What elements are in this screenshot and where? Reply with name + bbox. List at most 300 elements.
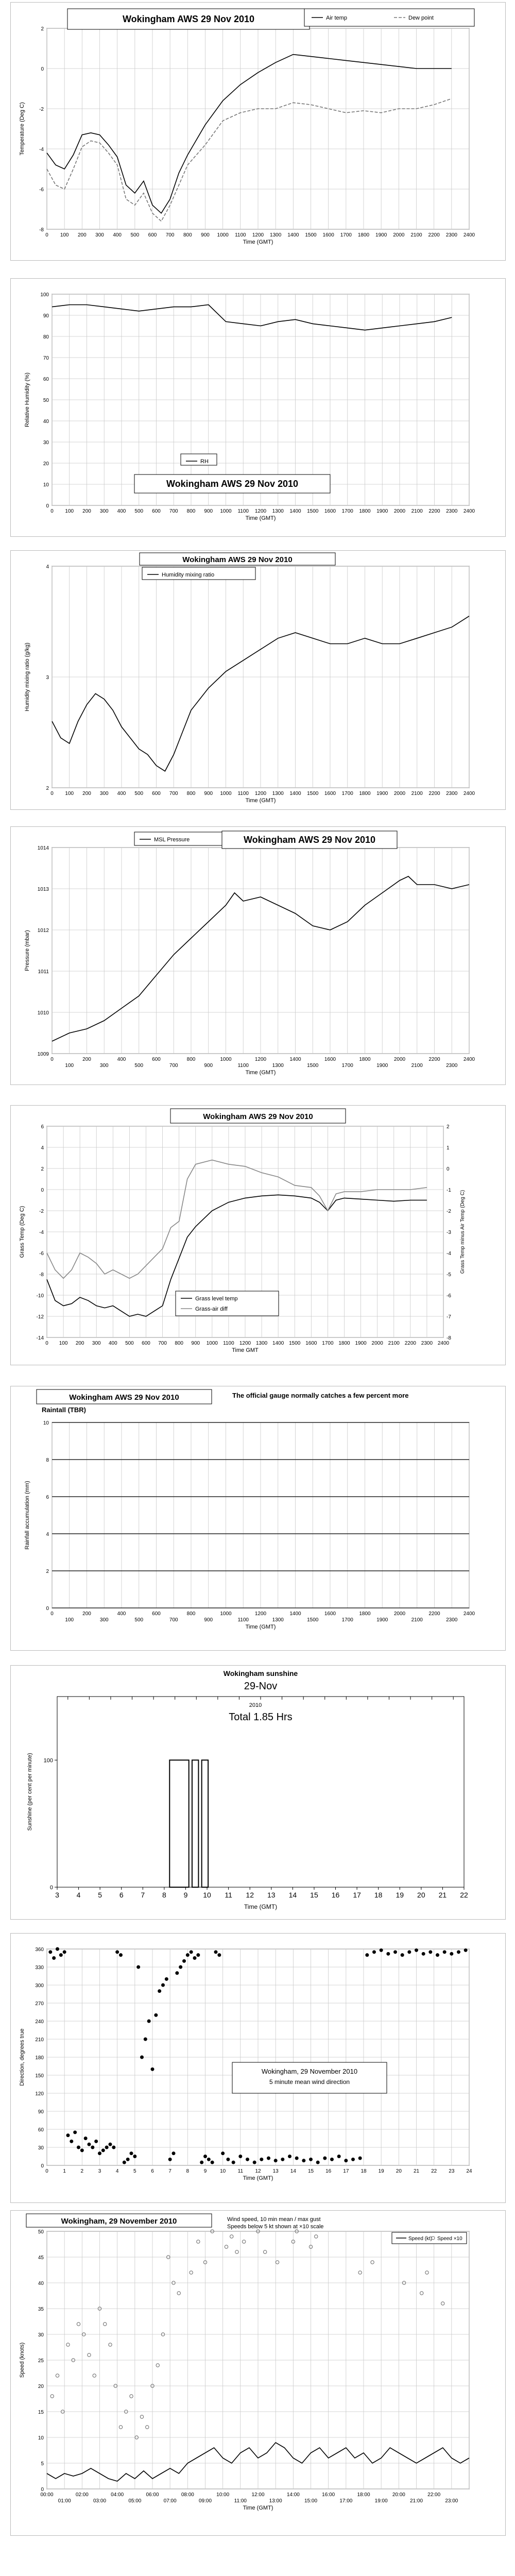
x-tick-label: 05:00 — [128, 2498, 142, 2504]
x-tick-label: 2000 — [371, 1341, 383, 1346]
data-point — [450, 1952, 453, 1956]
x-tick-label: 2300 — [446, 1063, 458, 1069]
y-axis-label: Rainfall accumulation (mm) — [24, 1481, 30, 1550]
y-tick-label: 2 — [46, 1569, 49, 1574]
data-point — [63, 1950, 66, 1954]
x-tick-label: 600 — [148, 232, 157, 238]
data-point — [274, 2159, 278, 2162]
x-tick-label: 1300 — [270, 232, 282, 238]
legend-label: Grass level temp — [195, 1296, 238, 1302]
y-tick-label: 8 — [46, 1458, 49, 1463]
x-tick-label: 1100 — [237, 1617, 249, 1623]
x-tick-label: 300 — [92, 1341, 101, 1346]
x-axis-label: Time (GMT) — [243, 2175, 273, 2181]
legend-label: MSL Pressure — [154, 837, 190, 843]
y-tick-label: -6 — [39, 187, 44, 193]
x-tick-label: 2400 — [463, 232, 475, 238]
y-tick-label: 70 — [43, 355, 49, 361]
y-tick-label: 50 — [38, 2229, 44, 2235]
data-point — [88, 2143, 91, 2146]
x-tick-label: 0 — [50, 1057, 54, 1062]
data-point — [119, 1953, 123, 1957]
x-tick-label: 2400 — [463, 791, 475, 796]
x-tick-label: 8 — [162, 1891, 166, 1899]
x-tick-label: 2300 — [446, 791, 458, 796]
data-point — [136, 1965, 140, 1969]
y2-tick-label: 2 — [447, 1124, 450, 1130]
y-tick-label: 0 — [41, 1188, 44, 1193]
y-tick-label: 2 — [46, 786, 49, 791]
data-point — [260, 2158, 263, 2161]
data-point — [168, 2158, 172, 2161]
x-tick-label: 0 — [50, 791, 54, 796]
y-tick-label: 4 — [41, 1145, 44, 1151]
x-tick-label: 600 — [152, 791, 161, 796]
grass-temp-chart — [11, 1106, 505, 1365]
x-tick-label: 0 — [50, 509, 54, 514]
y-tick-label: 50 — [43, 398, 49, 403]
x-tick-label: 22:00 — [427, 2492, 441, 2498]
panel-humidity — [10, 278, 506, 537]
x-tick-label: 2000 — [393, 1057, 406, 1062]
y-tick-label: 60 — [43, 377, 49, 382]
y-axis-label: Humidity mixing ratio (g/kg) — [24, 642, 30, 711]
y-tick-label: 4 — [46, 1532, 49, 1537]
x-tick-label: 11 — [225, 1891, 232, 1899]
sunshine-bar — [169, 1760, 188, 1887]
legend-label: Air temp — [326, 15, 347, 21]
y-tick-label: 180 — [35, 2055, 44, 2061]
x-tick-label: 800 — [186, 509, 196, 514]
data-point — [172, 2151, 176, 2155]
y-tick-label: 5 — [41, 2461, 44, 2467]
data-point — [133, 2155, 136, 2158]
data-point — [330, 2158, 334, 2161]
y-tick-label: 40 — [43, 419, 49, 425]
x-tick-label: 900 — [204, 1063, 213, 1069]
y-tick-label: 1013 — [37, 887, 49, 892]
x-axis-label: Time (GMT) — [245, 1624, 276, 1630]
data-point — [309, 2158, 313, 2161]
x-tick-label: 300 — [99, 1617, 109, 1623]
x-tick-label: 100 — [65, 1617, 74, 1623]
x-tick-label: 700 — [169, 1617, 178, 1623]
x-tick-label: 22 — [460, 1891, 468, 1899]
y-tick-label: 0 — [41, 66, 44, 72]
x-axis-label: Time (GMT) — [243, 2505, 273, 2511]
sunshine-bar — [192, 1760, 198, 1887]
y2-tick-label: -8 — [447, 1335, 451, 1341]
data-point — [221, 2151, 225, 2155]
data-point — [48, 1950, 52, 1954]
x-tick-label: 7 — [168, 2168, 171, 2174]
x-tick-label: 21 — [438, 1891, 447, 1899]
data-point — [200, 2161, 203, 2164]
x-tick-label: 1900 — [375, 232, 387, 238]
x-tick-label: 09:00 — [198, 2498, 212, 2504]
chart-subtitle: 5 minute mean wind direction — [269, 2078, 350, 2086]
chart-title: Wokingham, 29 November 2010 — [61, 2217, 177, 2226]
x-tick-label: 2100 — [388, 1341, 400, 1346]
data-point — [112, 2146, 115, 2149]
legend-label: Speed (kt) — [408, 2236, 433, 2242]
y-tick-label: 10 — [43, 1420, 49, 1426]
x-tick-label: 1400 — [272, 1341, 284, 1346]
x-tick-label: 2200 — [428, 232, 440, 238]
humidity-chart — [11, 279, 505, 536]
x-tick-label: 15 — [310, 1891, 318, 1899]
panel-mixing-ratio — [10, 550, 506, 810]
data-point — [56, 1947, 59, 1951]
x-tick-label: 200 — [82, 791, 91, 796]
x-tick-label: 1300 — [255, 1341, 268, 1346]
y-tick-label: 20 — [38, 2384, 44, 2389]
data-point — [165, 1977, 168, 1981]
data-point — [140, 2056, 144, 2059]
x-tick-label: 2200 — [428, 1611, 440, 1617]
x-tick-label: 500 — [134, 791, 144, 796]
x-tick-label: 1800 — [359, 509, 371, 514]
y-tick-label: 25 — [38, 2358, 44, 2364]
x-tick-label: 1200 — [252, 232, 264, 238]
y-tick-label: 0 — [41, 2163, 44, 2169]
x-tick-label: 13:00 — [269, 2498, 282, 2504]
y-tick-label: 2 — [41, 1166, 44, 1172]
x-tick-label: 1000 — [220, 1611, 232, 1617]
x-tick-label: 19:00 — [374, 2498, 388, 2504]
data-point — [73, 2130, 77, 2134]
data-point — [464, 1948, 468, 1952]
y-tick-label: 240 — [35, 2019, 44, 2025]
x-tick-label: 1800 — [357, 232, 370, 238]
x-tick-label: 14 — [290, 2168, 296, 2174]
x-tick-label: 2000 — [393, 791, 406, 796]
x-tick-label: 2300 — [445, 232, 457, 238]
y-tick-label: 40 — [38, 2281, 44, 2286]
x-tick-label: 300 — [95, 232, 104, 238]
x-tick-label: 700 — [158, 1341, 167, 1346]
x-tick-label: 900 — [191, 1341, 200, 1346]
y-tick-label: 6 — [46, 1495, 49, 1500]
y-tick-label: -14 — [36, 1335, 44, 1341]
data-point — [407, 1950, 411, 1954]
data-point — [380, 1948, 383, 1952]
y-tick-label: -2 — [39, 107, 44, 112]
x-tick-label: 1600 — [305, 1341, 317, 1346]
x-tick-label: 11:00 — [234, 2498, 247, 2504]
x-tick-label: 12 — [255, 2168, 261, 2174]
data-point — [147, 2020, 151, 2023]
x-tick-label: 100 — [60, 232, 69, 238]
y-tick-label: 1014 — [37, 845, 49, 851]
y-tick-label: 120 — [35, 2091, 44, 2097]
x-tick-label: 800 — [186, 1057, 196, 1062]
chart-subtitle: 29-Nov — [244, 1681, 278, 1692]
y-tick-label: 30 — [38, 2145, 44, 2151]
y-tick-label: 4 — [46, 564, 49, 570]
y-axis-label: Pressure (mbar) — [24, 930, 30, 971]
data-point — [84, 2137, 88, 2140]
data-point — [372, 1950, 376, 1954]
data-point — [457, 1950, 460, 1954]
x-tick-label: 800 — [183, 232, 192, 238]
x-tick-label: 5 — [98, 1891, 102, 1899]
data-point — [295, 2157, 299, 2160]
y2-axis-label: Grass Temp minus Air Temp (Deg C) — [460, 1190, 466, 1274]
x-axis-label: Time (GMT) — [245, 1070, 276, 1076]
x-tick-label: 1300 — [272, 1617, 284, 1623]
x-tick-label: 100 — [65, 791, 74, 796]
x-tick-label: 1300 — [272, 791, 284, 796]
x-tick-label: 1700 — [341, 509, 353, 514]
x-tick-label: 1600 — [324, 1611, 336, 1617]
data-point — [214, 1950, 218, 1954]
x-tick-label: 19 — [396, 1891, 404, 1899]
x-tick-label: 23 — [449, 2168, 455, 2174]
sunshine-chart — [11, 1666, 505, 1919]
y-tick-label: 0 — [41, 2487, 44, 2493]
x-axis-label: Time (GMT) — [244, 1903, 278, 1910]
data-point — [151, 2067, 154, 2071]
y-tick-label: 3 — [46, 675, 49, 681]
data-point — [323, 2157, 327, 2160]
x-tick-label: 500 — [134, 1617, 144, 1623]
x-tick-label: 18:00 — [357, 2492, 370, 2498]
x-tick-label: 12:00 — [251, 2492, 265, 2498]
x-tick-label: 1500 — [305, 232, 317, 238]
x-tick-label: 14:00 — [286, 2492, 300, 2498]
x-tick-label: 1100 — [237, 791, 249, 796]
x-tick-label: 1000 — [206, 1341, 218, 1346]
data-point — [196, 1953, 200, 1957]
legend-label: RH — [200, 459, 209, 465]
x-tick-label: 17:00 — [339, 2498, 353, 2504]
data-point — [351, 2158, 355, 2161]
data-point — [190, 1950, 193, 1954]
x-tick-label: 2200 — [428, 509, 440, 514]
y-tick-label: -2 — [39, 1209, 44, 1214]
x-tick-label: 1300 — [272, 1063, 284, 1069]
y-tick-label: 60 — [38, 2127, 44, 2133]
x-tick-label: 0 — [45, 2168, 48, 2174]
x-tick-label: 600 — [152, 509, 161, 514]
x-tick-label: 1600 — [324, 1057, 336, 1062]
x-tick-label: 800 — [175, 1341, 184, 1346]
x-tick-label: 1200 — [239, 1341, 251, 1346]
data-point — [386, 1952, 390, 1956]
x-tick-label: 600 — [152, 1611, 161, 1617]
data-point — [344, 2159, 348, 2162]
data-point — [70, 2140, 73, 2143]
x-tick-label: 10:00 — [216, 2492, 230, 2498]
x-tick-label: 2100 — [411, 1617, 423, 1623]
x-tick-label: 500 — [130, 232, 140, 238]
y-axis-label: Grass Temp (Deg C) — [19, 1206, 25, 1258]
x-tick-label: 400 — [117, 1611, 126, 1617]
x-tick-label: 18 — [374, 1891, 383, 1899]
x-tick-label: 17 — [353, 1891, 361, 1899]
x-tick-label: 2400 — [463, 1611, 475, 1617]
title-box — [232, 2062, 387, 2093]
data-point — [288, 2155, 291, 2158]
x-tick-label: 1200 — [254, 791, 267, 796]
year-label: 2010 — [249, 1702, 262, 1708]
x-tick-label: 1400 — [289, 791, 301, 796]
x-tick-label: 20 — [417, 1891, 425, 1899]
x-tick-label: 1900 — [376, 509, 388, 514]
data-point — [175, 1971, 179, 1975]
x-tick-label: 500 — [125, 1341, 134, 1346]
y-tick-label: 1011 — [38, 969, 49, 975]
x-tick-label: 1000 — [217, 232, 229, 238]
x-tick-label: 300 — [99, 1063, 109, 1069]
x-tick-label: 100 — [59, 1341, 68, 1346]
data-point — [115, 1950, 119, 1954]
x-tick-label: 700 — [169, 509, 178, 514]
x-tick-label: 1900 — [376, 1063, 388, 1069]
y2-tick-label: 1 — [447, 1145, 450, 1151]
x-tick-label: 1500 — [307, 509, 319, 514]
y-tick-label: 2 — [41, 26, 44, 32]
data-point — [182, 1959, 186, 1963]
data-point — [193, 1956, 197, 1960]
x-tick-label: 02:00 — [75, 2492, 89, 2498]
x-tick-label: 200 — [82, 1611, 91, 1617]
x-tick-label: 2000 — [393, 509, 406, 514]
panel-pressure — [10, 826, 506, 1085]
x-tick-label: 1400 — [289, 1057, 301, 1062]
data-point — [66, 2133, 70, 2137]
x-tick-label: 400 — [108, 1341, 117, 1346]
x-tick-label: 2200 — [428, 1057, 440, 1062]
x-tick-label: 1500 — [289, 1341, 301, 1346]
legend-box — [181, 454, 217, 465]
panel-rainfall — [10, 1386, 506, 1651]
x-tick-label: 1700 — [341, 791, 353, 796]
x-tick-label: 1600 — [324, 791, 336, 796]
chart-title: Wokingham AWS 29 Nov 2010 — [243, 835, 376, 845]
x-tick-label: 24 — [466, 2168, 472, 2174]
x-tick-label: 1 — [63, 2168, 66, 2174]
y-tick-label: 0 — [46, 503, 49, 509]
data-point — [267, 2157, 270, 2160]
y-tick-label: 1010 — [37, 1010, 49, 1016]
x-tick-label: 1700 — [341, 1063, 353, 1069]
x-tick-label: 21 — [413, 2168, 420, 2174]
data-point — [144, 2038, 147, 2041]
x-tick-label: 1000 — [220, 1057, 232, 1062]
x-tick-label: 1200 — [254, 509, 267, 514]
x-tick-label: 11 — [237, 2168, 244, 2174]
x-tick-label: 01:00 — [58, 2498, 71, 2504]
x-tick-label: 1800 — [359, 1057, 371, 1062]
y-axis-label: Sunshine (per cent per minute) — [27, 1753, 33, 1831]
x-tick-label: 700 — [169, 1063, 178, 1069]
data-point — [161, 1984, 165, 1987]
legend-label: Dew point — [408, 15, 434, 21]
legend-label: Speed ×10 — [437, 2236, 462, 2242]
y-tick-label: 330 — [35, 1965, 44, 1971]
y2-tick-label: -7 — [447, 1314, 451, 1320]
data-point — [238, 2155, 242, 2158]
x-tick-label: 1500 — [307, 1063, 319, 1069]
x-tick-label: 19 — [378, 2168, 384, 2174]
chart-title: Wokingham AWS 29 Nov 2010 — [166, 479, 299, 489]
chart-title: Wokingham AWS 29 Nov 2010 — [122, 14, 255, 24]
y-tick-label: 10 — [38, 2435, 44, 2441]
chart-title: Wokingham sunshine — [223, 1669, 298, 1677]
x-tick-label: 06:00 — [146, 2492, 159, 2498]
x-tick-label: 14 — [288, 1891, 297, 1899]
x-tick-label: 1100 — [223, 1341, 234, 1346]
x-tick-label: 2300 — [446, 509, 458, 514]
data-point — [59, 1953, 63, 1957]
x-tick-label: 00:00 — [40, 2492, 54, 2498]
y-axis-label: Speed (knots) — [19, 2342, 25, 2378]
y-tick-label: 15 — [38, 2410, 44, 2415]
x-tick-label: 0 — [45, 232, 48, 238]
x-tick-label: 700 — [169, 791, 178, 796]
x-tick-label: 22 — [431, 2168, 437, 2174]
pressure-chart — [11, 827, 505, 1084]
x-tick-label: 1800 — [359, 791, 371, 796]
y-tick-label: 6 — [41, 1124, 44, 1130]
chart-title: Wokingham AWS 29 Nov 2010 — [69, 1393, 179, 1402]
x-tick-label: 900 — [201, 232, 210, 238]
data-point — [211, 2161, 214, 2164]
x-axis-label: Time GMT — [232, 1347, 259, 1353]
chart-title: Wokingham, 29 November 2010 — [261, 2067, 358, 2075]
total-label: Total 1.85 Hrs — [229, 1711, 293, 1723]
x-tick-label: 1200 — [254, 1057, 267, 1062]
x-tick-label: 1700 — [340, 232, 352, 238]
data-point — [101, 2148, 105, 2152]
data-point — [281, 2158, 284, 2161]
y-tick-label: 300 — [35, 1983, 44, 1989]
x-tick-label: 0 — [50, 1611, 54, 1617]
x-tick-label: 400 — [113, 232, 122, 238]
chart-title: Wokingham AWS 29 Nov 2010 — [182, 555, 293, 564]
x-tick-label: 5 — [133, 2168, 136, 2174]
x-tick-label: 200 — [75, 1341, 84, 1346]
y-tick-label: -10 — [36, 1293, 44, 1299]
y-tick-label: 360 — [35, 1947, 44, 1953]
x-tick-label: 2100 — [411, 1063, 423, 1069]
y2-tick-label: 0 — [447, 1166, 450, 1172]
x-tick-label: 900 — [204, 791, 213, 796]
sunshine-bar — [202, 1760, 208, 1887]
data-point — [337, 2155, 341, 2158]
chart-note: Speeds below 5 kt shown at ×10 scale — [227, 2224, 324, 2230]
y-tick-label: 0 — [46, 1606, 49, 1612]
data-point — [91, 2146, 94, 2149]
x-tick-label: 1000 — [220, 509, 232, 514]
x-tick-label: 2100 — [411, 509, 423, 514]
y-tick-label: 0 — [49, 1885, 53, 1891]
chart-subtitle: Wind speed, 10 min mean / max gust — [227, 2216, 321, 2223]
x-tick-label: 1200 — [254, 1611, 267, 1617]
data-point — [246, 2158, 249, 2161]
data-point — [253, 2161, 256, 2164]
data-point — [436, 1953, 439, 1957]
data-point — [77, 2146, 80, 2149]
x-tick-label: 2400 — [437, 1341, 450, 1346]
data-point — [203, 2155, 207, 2158]
x-tick-label: 1800 — [338, 1341, 350, 1346]
x-tick-label: 500 — [134, 1063, 144, 1069]
y-axis-label: Temperature (Deg C) — [19, 102, 25, 156]
x-tick-label: 400 — [117, 509, 126, 514]
